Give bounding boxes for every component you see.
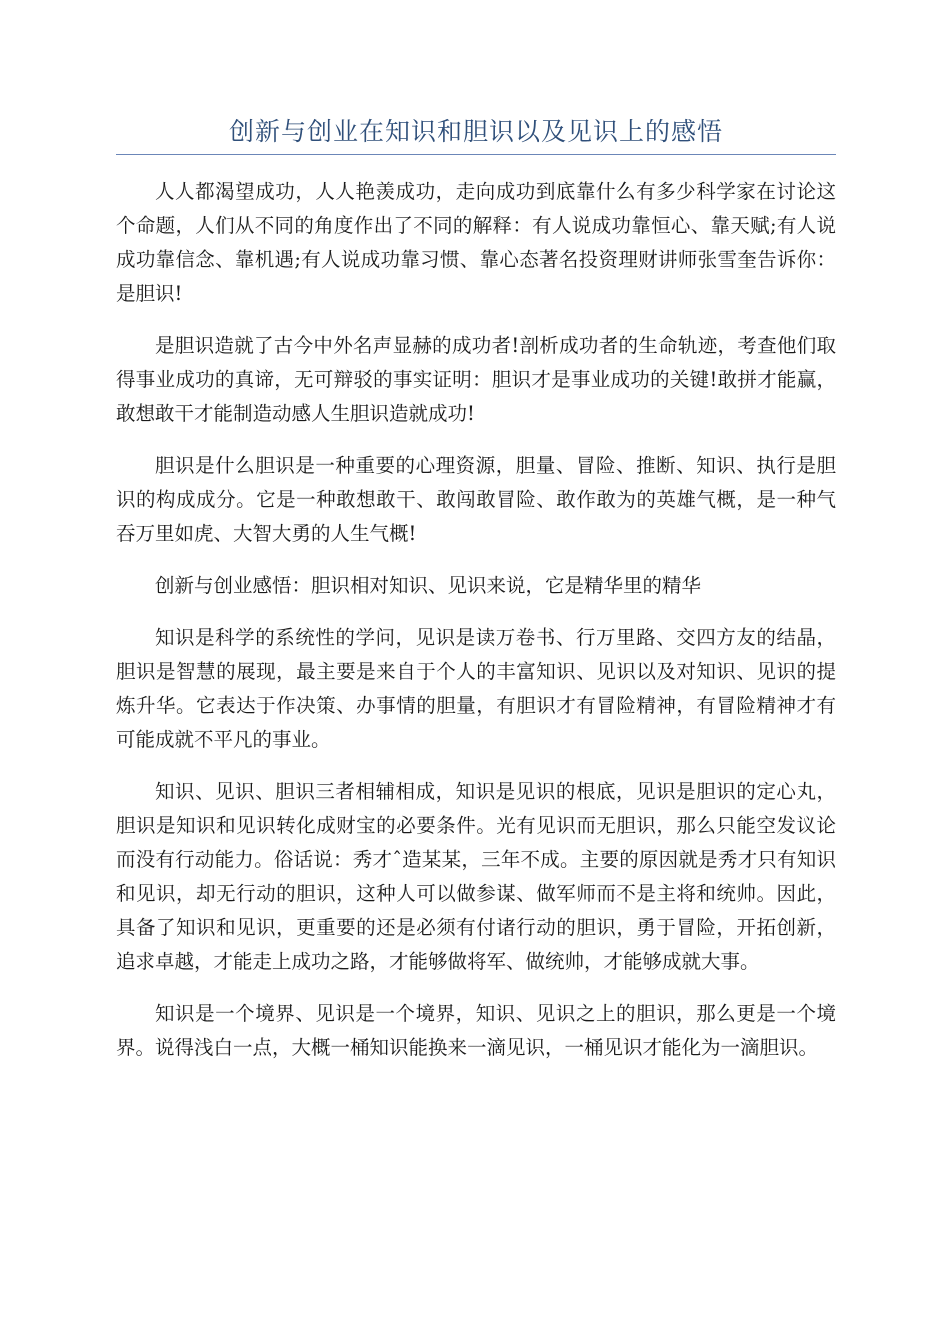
paragraph-2: 是胆识造就了古今中外名声显赫的成功者!剖析成功者的生命轨迹，考查他们取得事业成功的真谛，无可辩驳的事实证明：胆识才是事业成功的关键!敢拼才能赢，敢想敢干才能制造动感人生胆识造就成功! — [116, 334, 836, 425]
document-title: 创新与创业在知识和胆识以及见识上的感悟 — [116, 112, 836, 155]
document-body — [116, 175, 836, 1065]
paragraph-4-subheading: 创新与创业感悟：胆识相对知识、见识来说，它是精华里的精华 — [155, 574, 702, 597]
document-page — [116, 112, 836, 1083]
paragraph-6: 知识、见识、胆识三者相辅相成，知识是见识的根底，见识是胆识的定心丸，胆识是知识和见识转化成财宝的必要条件。光有见识而无胆识，那么只能空发议论而没有行动能力。俗话说：秀才ˆ造某某，三年不成。主要的原因就是秀才只有知识和见识，却无行动的胆识，这种人可以做参谋、做军师而不是主将和统帅。因此，具备了知识和见识，更重要的还是必须有付诸行动的胆识，勇于冒险，开拓创新，追求卓越，才能走上成功之路，才能够做将军、做统帅，才能够成就大事。 — [116, 780, 836, 973]
paragraph-1: 人人都渴望成功，人人艳羡成功，走向成功到底靠什么有多少科学家在讨论这个命题，人们从不同的角度作出了不同的解释：有人说成功靠恒心、靠天赋;有人说成功靠信念、靠机遇;有人说成功靠习惯、靠心态著名投资理财讲师张雪奎告诉你：是胆识! — [116, 180, 836, 305]
paragraph-7: 知识是一个境界、见识是一个境界，知识、见识之上的胆识，那么更是一个境界。说得浅白一点，大概一桶知识能换来一滴见识，一桶见识才能化为一滴胆识。 — [116, 1002, 836, 1059]
paragraph-5: 知识是科学的系统性的学问，见识是读万卷书、行万里路、交四方友的结晶，胆识是智慧的展现，最主要是来自于个人的丰富知识、见识以及对知识、见识的提炼升华。它表达于作决策、办事情的胆量，有胆识才有冒险精神，有冒险精神才有可能成就不平凡的事业。 — [116, 626, 836, 751]
paragraph-3: 胆识是什么胆识是一种重要的心理资源，胆量、冒险、推断、知识、执行是胆识的构成成分。它是一种敢想敢干、敢闯敢冒险、敢作敢为的英雄气概，是一种气吞万里如虎、大智大勇的人生气概! — [116, 454, 836, 545]
